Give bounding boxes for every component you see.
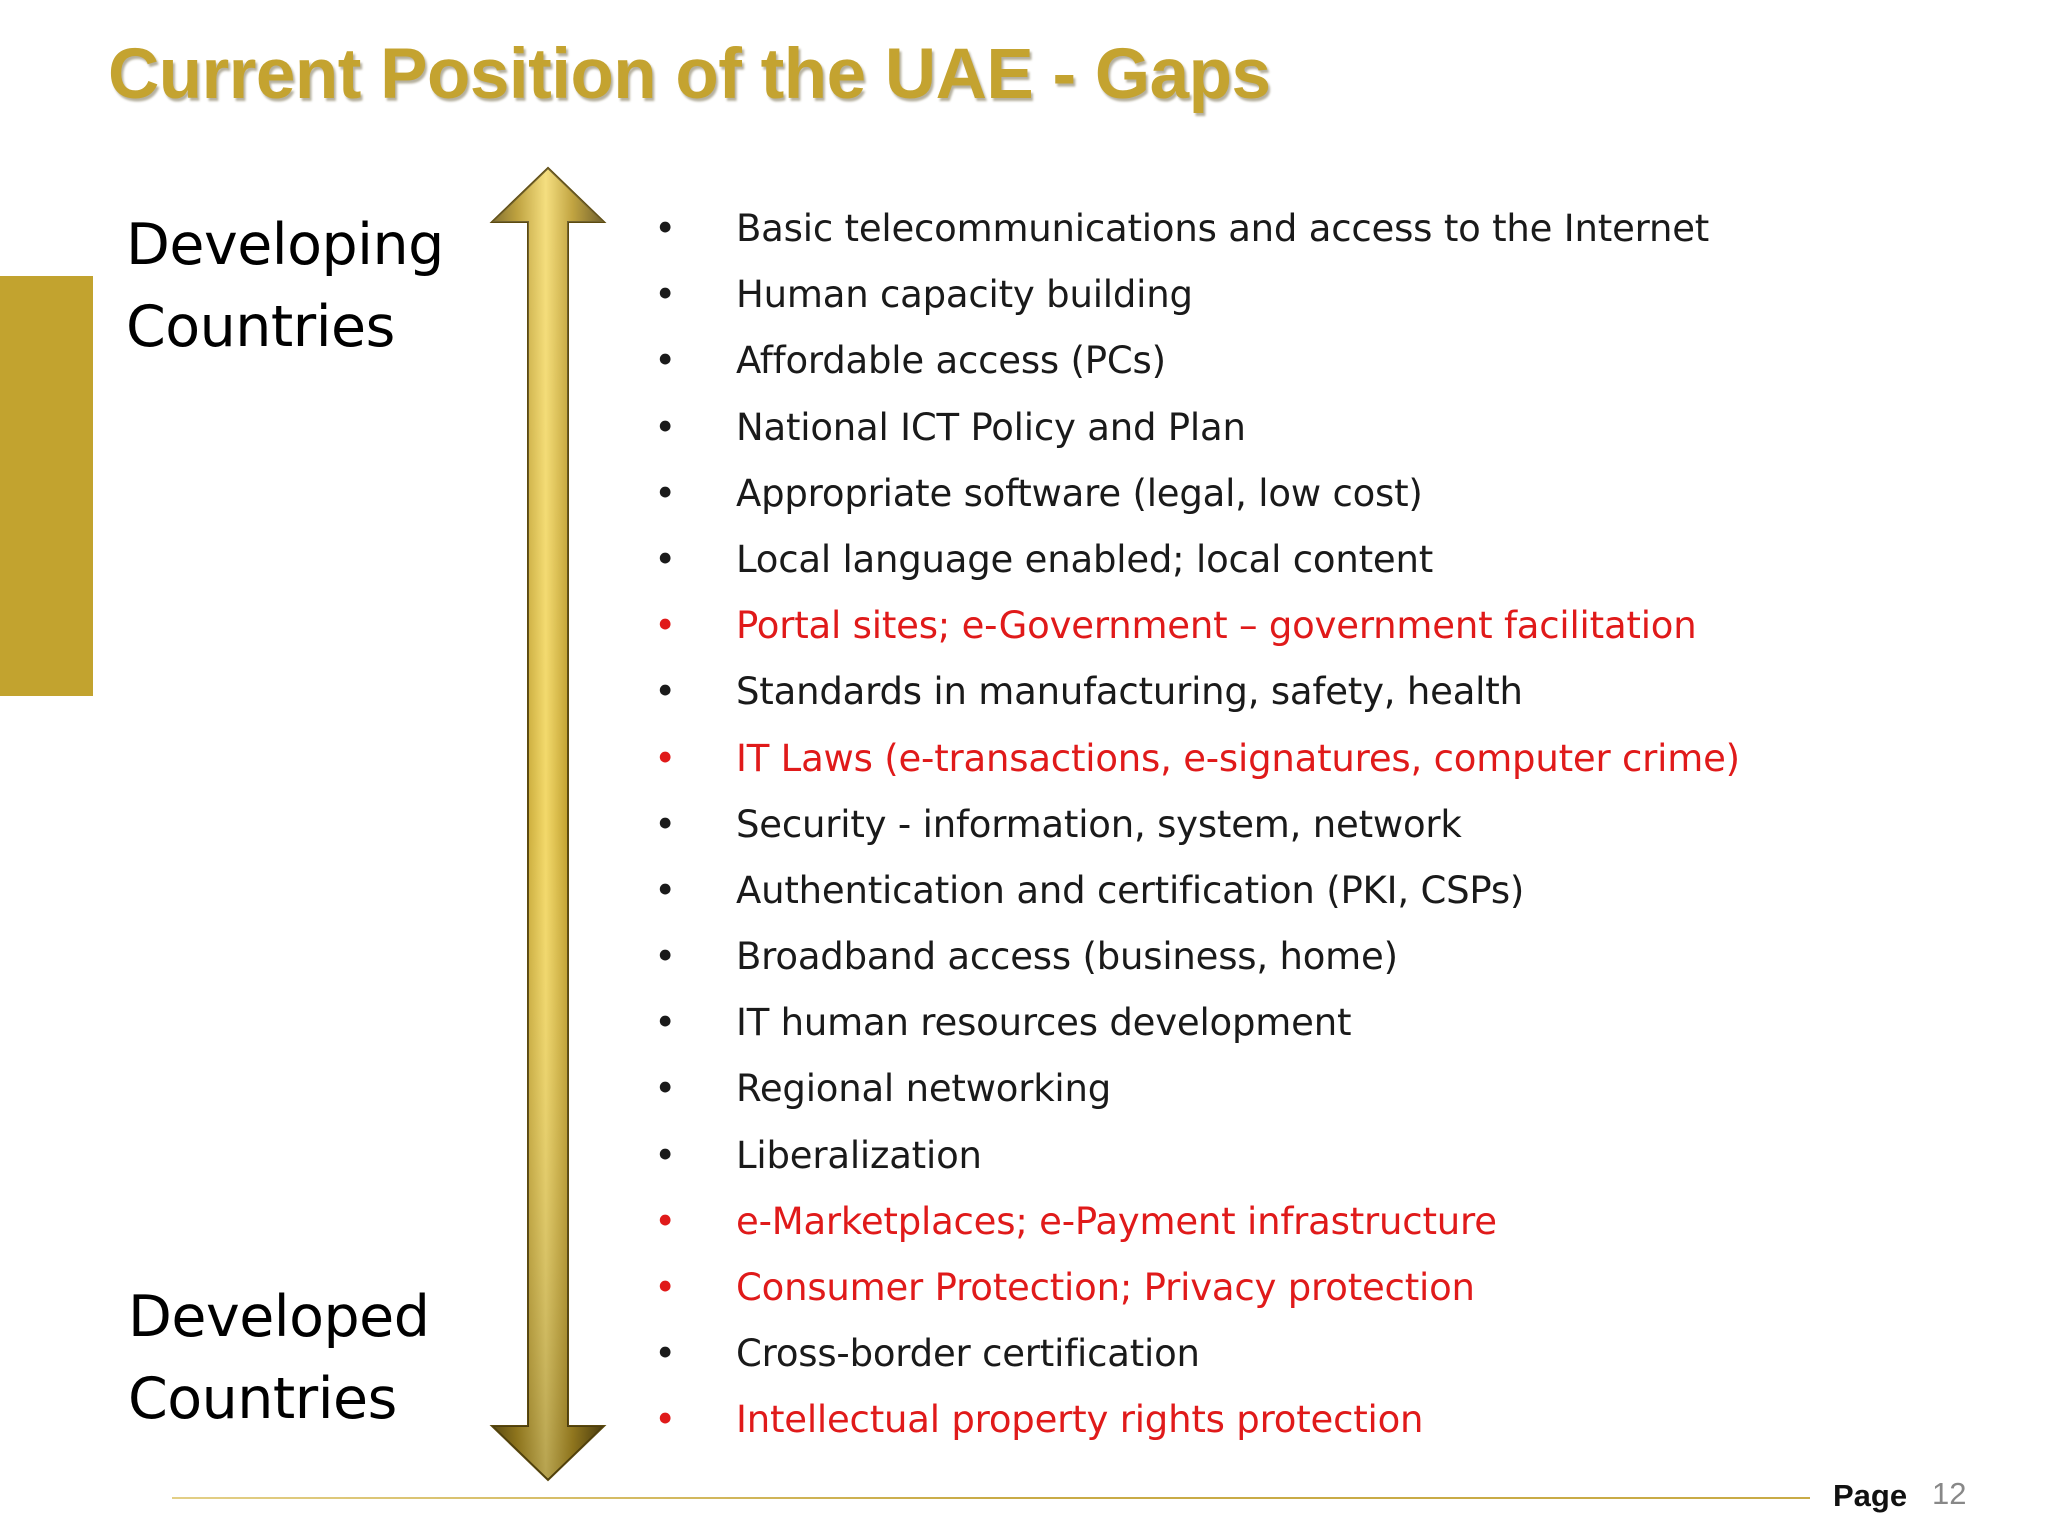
bullet-icon: • — [654, 1001, 676, 1045]
gap-item-text: Broadband access (business, home) — [736, 935, 1398, 979]
bullet-icon: • — [654, 670, 676, 714]
gap-item-text: Authentication and certification (PKI, CSPs) — [736, 868, 1525, 912]
gap-item-text: e-Marketplaces; e-Payment infrastructure — [736, 1199, 1497, 1243]
footer-divider — [172, 1497, 1810, 1499]
developing-label-line1: Developing — [126, 212, 444, 278]
left-accent-bar — [0, 276, 93, 696]
bullet-icon: • — [654, 736, 676, 780]
gap-item-text: Liberalization — [736, 1133, 982, 1177]
gap-item-text: Consumer Protection; Privacy protection — [736, 1266, 1475, 1309]
page-label: Page — [1833, 1478, 1908, 1513]
gap-item-text: Appropriate software (legal, low cost) — [736, 471, 1423, 515]
bullet-icon: • — [654, 1133, 676, 1177]
bullet-icon: • — [654, 1199, 676, 1243]
developed-label-line2: Countries — [128, 1366, 397, 1432]
bullet-icon: • — [654, 1332, 676, 1376]
bullet-icon: • — [654, 339, 676, 383]
gap-item-text: Portal sites; e-Government – government facilitation — [736, 604, 1697, 648]
developing-countries-label — [126, 204, 444, 368]
bullet-icon: • — [654, 207, 676, 250]
gap-item-text: Human capacity building — [736, 273, 1193, 317]
bullet-icon: • — [654, 935, 676, 979]
bullet-icon: • — [654, 273, 676, 317]
bullet-icon: • — [654, 1266, 676, 1309]
gap-item-text: Standards in manufacturing, safety, health — [736, 670, 1523, 714]
gap-item-text: Security - information, system, network — [736, 802, 1462, 846]
gap-item-text: Regional networking — [736, 1067, 1112, 1111]
developing-label-line2: Countries — [126, 294, 395, 360]
gap-item-text: IT human resources development — [736, 1001, 1352, 1045]
gap-item-text: Basic telecommunications and access to the Internet — [736, 207, 1710, 250]
bullet-icon: • — [654, 868, 676, 912]
bullet-icon: • — [654, 802, 676, 846]
developed-countries-label — [128, 1276, 429, 1440]
double-headed-arrow-icon — [488, 164, 608, 1484]
bullet-icon: • — [654, 405, 676, 449]
bullet-icon: • — [654, 1398, 676, 1442]
gap-item-text: Local language enabled; local content — [736, 537, 1434, 581]
gap-item-text: IT Laws (e-transactions, e-signatures, computer crime) — [736, 736, 1740, 780]
gap-item-text: National ICT Policy and Plan — [736, 405, 1246, 449]
arrow-shading — [492, 168, 604, 1480]
bullet-icon: • — [654, 471, 676, 515]
gap-item-text: Cross-border certification — [736, 1332, 1200, 1376]
bullet-icon: • — [654, 1067, 676, 1111]
page-number: 12 — [1932, 1476, 1967, 1511]
gap-item-text: Intellectual property rights protection — [736, 1398, 1424, 1442]
bullet-icon: • — [654, 604, 676, 648]
developed-label-line1: Developed — [128, 1284, 430, 1350]
gap-item-text: Affordable access (PCs) — [736, 339, 1166, 383]
bullet-icon: • — [654, 537, 676, 581]
slide-title: Current Position of the UAE - Gaps — [108, 35, 1271, 114]
